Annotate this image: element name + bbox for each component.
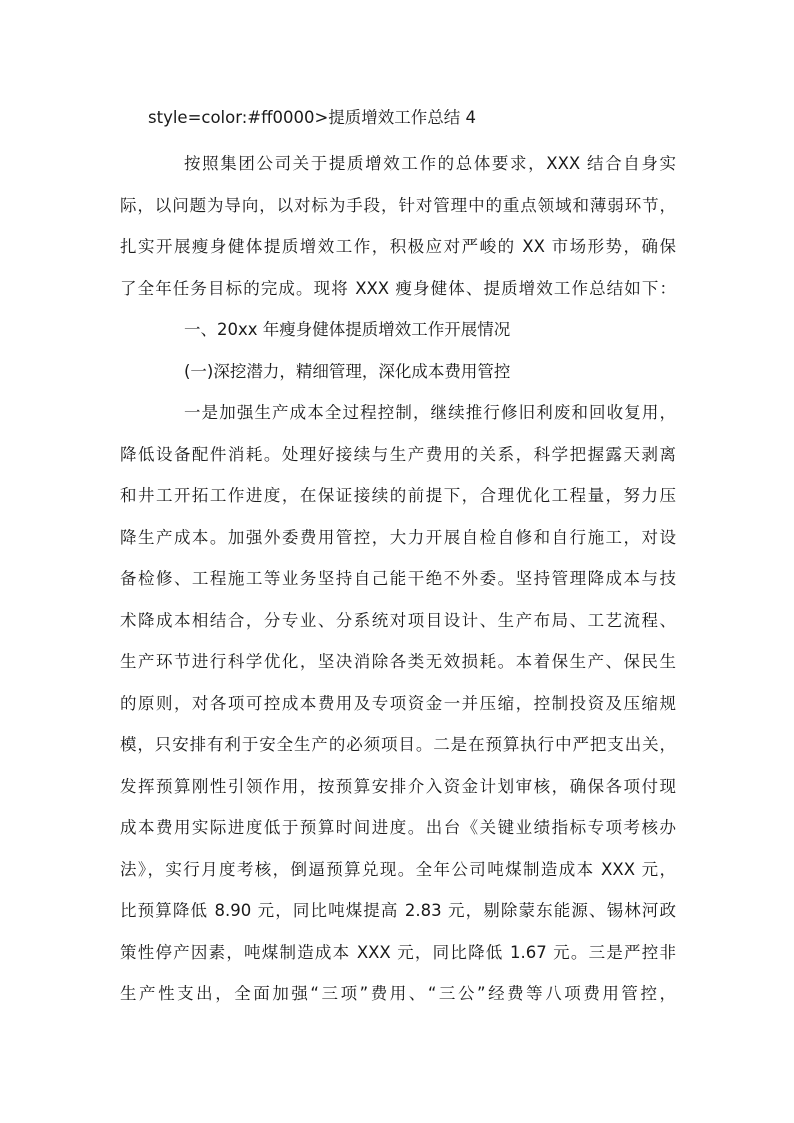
text-line: 了全年任务目标的完成。现将 XXX 瘦身健体、提质增效工作总结如下：	[120, 278, 676, 298]
text-line: 的原则，对各项可控成本费用及专项资金一并压缩，控制投资及压缩规	[120, 693, 676, 713]
text-line: 和井工开拓工作进度，在保证接续的前提下，合理优化工程量，努力压	[120, 486, 676, 505]
text-line: 比预算降低 8.90 元，同比吨煤提高 2.83 元，剔除蒙东能源、锡林河政	[120, 901, 676, 920]
text-line: 按照集团公司关于提质增效工作的总体要求，XXX 结合自身实	[184, 154, 676, 173]
text-line: 际，以问题为导向，以对标为手段，针对管理中的重点领域和薄弱环节，	[120, 195, 676, 215]
document-body	[120, 143, 676, 1015]
text-line: 策性停产因素，吨煤制造成本 XXX 元，同比降低 1.67 元。三是严控非	[120, 942, 676, 962]
text-line: 降生产成本。加强外委费用管控，大力开展自检自修和自行施工，对设	[120, 527, 676, 547]
text-line: 扎实开展瘦身健体提质增效工作，积极应对严峻的 XX 市场形势，确保	[120, 237, 676, 256]
paragraph-1	[120, 143, 676, 309]
section-heading: 一、20xx 年瘦身健体提质增效工作开展情况	[184, 320, 511, 339]
text-line: 术降成本相结合，分专业、分系统对项目设计、生产布局、工艺流程、	[120, 610, 676, 630]
paragraph-2	[120, 392, 676, 1015]
text-line: 模，只安排有利于安全生产的必须项目。二是在预算执行中严把支出关，	[120, 735, 676, 754]
text-line: 备检修、工程施工等业务坚持自己能干绝不外委。坚持管理降成本与技	[120, 569, 676, 588]
text-line: 生产环节进行科学优化，坚决消除各类无效损耗。本着保生产、保民生	[120, 652, 676, 671]
heading-section-1	[120, 309, 676, 351]
text-line: 一是加强生产成本全过程控制，继续推行修旧利废和回收复用，	[184, 403, 676, 422]
text-line: 成本费用实际进度低于预算时间进度。出台《关键业绩指标专项考核办	[120, 818, 676, 837]
text-line: 生产性支出，全面加强“三项”费用、“三公”经费等八项费用管控，	[120, 984, 676, 1003]
text-line: 降低设备配件消耗。处理好接续与生产费用的关系，科学把握露天剥离	[120, 444, 676, 464]
text-line: 发挥预算刚性引领作用，按预算安排介入资金计划审核，确保各项付现	[120, 776, 676, 796]
document-title: style=color:#ff0000>提质增效工作总结 4	[148, 108, 477, 127]
heading-subsection-1	[120, 351, 676, 393]
subsection-heading: (一)深挖潜力，精细管理，深化成本费用管控	[184, 361, 511, 381]
text-line: 法》，实行月度考核，倒逼预算兑现。全年公司吨煤制造成本 XXX 元，	[120, 859, 676, 879]
